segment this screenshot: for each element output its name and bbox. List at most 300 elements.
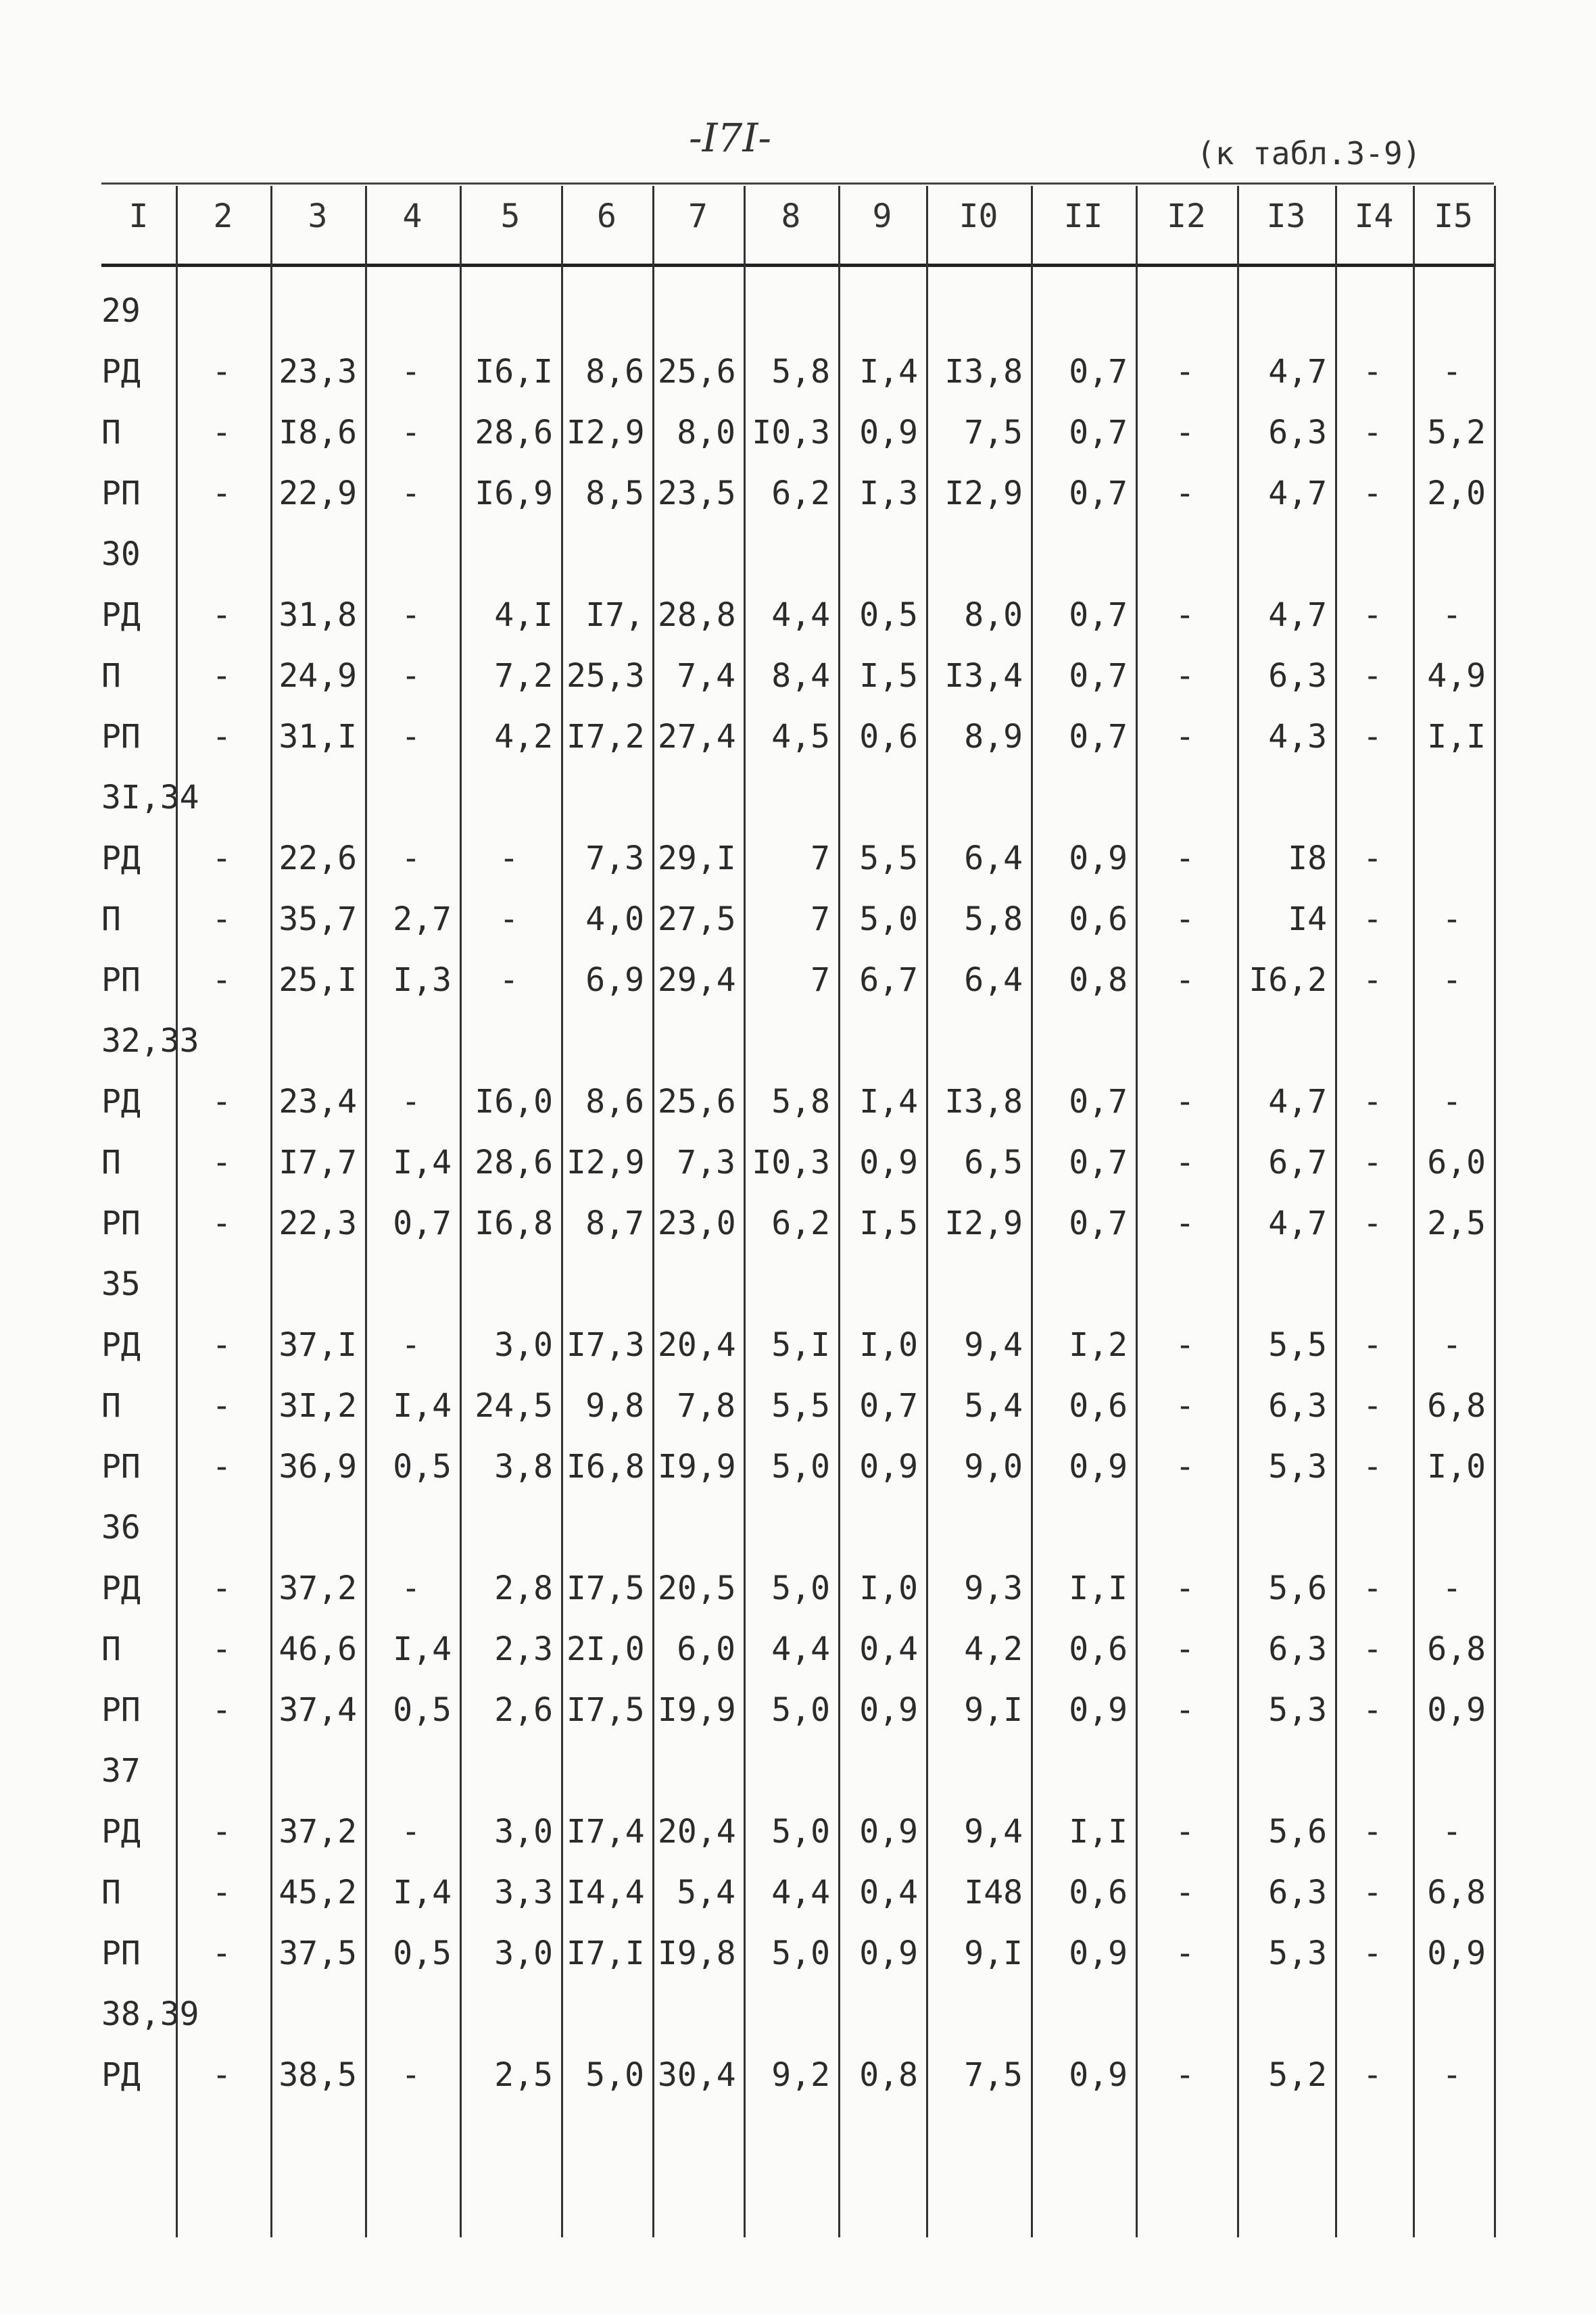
row-label: РП (101, 961, 141, 999)
table-cell: 0,7 (393, 1204, 452, 1242)
table-cell: - (401, 839, 421, 877)
row-label: П (101, 657, 121, 695)
table-cell: 0,9 (859, 1691, 918, 1729)
table-cell: - (1442, 2056, 1462, 2094)
table-cell: - (1363, 1874, 1382, 1911)
table-cell: 0,9 (1069, 2056, 1128, 2094)
table-reference: (к табл.3-9) (1196, 135, 1422, 172)
table-cell: I7,3 (566, 1326, 645, 1364)
table-cell: 6,0 (677, 1630, 735, 1668)
table-cell: 9,I (964, 1934, 1023, 1972)
table-cell: I7,7 (279, 1144, 357, 1181)
table-cell: - (1363, 1691, 1382, 1729)
column-header: 4 (402, 197, 422, 235)
table-cell: - (1175, 1083, 1195, 1121)
table-cell: 7,8 (677, 1387, 735, 1425)
column-header: I2 (1167, 197, 1206, 235)
table-row (0, 831, 1596, 885)
table-cell: 0,9 (1427, 1934, 1486, 1972)
table-cell: 2,7 (393, 900, 452, 938)
row-label: РП (101, 1934, 141, 1972)
row-label: РД (101, 1083, 141, 1121)
table-cell: 9,2 (771, 2056, 830, 2094)
table-cell: 37,2 (279, 1813, 357, 1851)
table-cell: - (212, 1204, 232, 1242)
table-cell: - (212, 596, 232, 634)
table-row (0, 588, 1596, 642)
table-cell: - (1175, 474, 1195, 512)
table-cell: I,5 (859, 1204, 918, 1242)
table-cell: I2,9 (566, 414, 645, 452)
table-cell: 9,8 (585, 1387, 644, 1425)
table-cell: - (1175, 2056, 1195, 2094)
row-label: РД (101, 1326, 141, 1364)
table-row (0, 466, 1596, 520)
table-cell: - (1175, 1874, 1195, 1911)
table-cell: 5,4 (677, 1874, 735, 1911)
table-cell: - (401, 2056, 421, 2094)
table-cell: 5,0 (771, 1934, 830, 1972)
column-header: II (1063, 197, 1103, 235)
table-cell: - (1175, 1387, 1195, 1425)
table-row (0, 1318, 1596, 1372)
table-row (0, 1561, 1596, 1615)
table-cell: 5,3 (1268, 1448, 1327, 1486)
group-label: 3I,34 (101, 779, 199, 817)
table-cell: - (1363, 1387, 1382, 1425)
table-cell: - (1363, 353, 1382, 391)
table-cell: 29,I (658, 839, 736, 877)
column-header: I3 (1266, 197, 1306, 235)
table-cell: I0,3 (752, 1144, 830, 1181)
table-cell: 4,4 (771, 596, 830, 634)
table-cell: 0,8 (1069, 961, 1128, 999)
table-cell: 5,0 (585, 2056, 644, 2094)
table-cell: - (1363, 839, 1382, 877)
table-cell: 3,0 (494, 1934, 553, 1972)
table-cell: - (212, 1691, 232, 1729)
table-cell: I9,9 (658, 1448, 736, 1486)
table-cell: I3,4 (944, 657, 1023, 695)
column-header: 2 (213, 197, 233, 235)
table-cell: 0,7 (1069, 718, 1128, 756)
table-cell: 6,3 (1268, 414, 1327, 452)
table-cell: 0,7 (859, 1387, 918, 1425)
table-cell: - (1175, 961, 1195, 999)
table-cell: I,3 (393, 961, 452, 999)
table-cell: 5,0 (771, 1569, 830, 1607)
top-rule (101, 182, 1494, 185)
table-cell: 28,6 (475, 1144, 553, 1181)
group-label: 36 (101, 1509, 141, 1546)
group-label-row (0, 1257, 1596, 1311)
row-label: РД (101, 1569, 141, 1607)
table-cell: 5,8 (771, 1083, 830, 1121)
table-cell: - (1363, 474, 1382, 512)
row-label: РД (101, 2056, 141, 2094)
table-cell: 0,6 (1069, 1874, 1128, 1911)
table-cell: - (401, 414, 421, 452)
table-cell: 0,9 (859, 1144, 918, 1181)
table-cell: - (1442, 1083, 1462, 1121)
table-cell: - (1363, 596, 1382, 634)
table-cell: 6,2 (771, 474, 830, 512)
table-cell: - (1442, 961, 1462, 999)
table-cell: 31,I (279, 718, 357, 756)
table-cell: - (212, 1144, 232, 1181)
table-cell: 7,5 (964, 2056, 1023, 2094)
table-cell: I,4 (393, 1630, 452, 1668)
table-cell: - (1363, 414, 1382, 452)
table-cell: - (401, 1813, 421, 1851)
table-cell: - (1442, 353, 1462, 391)
table-cell: 37,5 (279, 1934, 357, 1972)
table-cell: 2,8 (494, 1569, 553, 1607)
table-cell: - (1175, 1204, 1195, 1242)
table-cell: - (401, 596, 421, 634)
table-cell: 0,7 (1069, 1204, 1128, 1242)
table-cell: - (401, 474, 421, 512)
table-cell: 0,6 (1069, 900, 1128, 938)
table-cell: - (1363, 1813, 1382, 1851)
table-cell: 0,8 (859, 2056, 918, 2094)
table-cell: 0,7 (1069, 596, 1128, 634)
table-cell: 37,I (279, 1326, 357, 1364)
group-label: 38,39 (101, 1995, 199, 2033)
table-cell: 0,5 (393, 1934, 452, 1972)
table-cell: 5,2 (1268, 2056, 1327, 2094)
table-cell: 3,0 (494, 1813, 553, 1851)
table-cell: 30,4 (658, 2056, 736, 2094)
table-cell: 23,5 (658, 474, 736, 512)
row-label: РП (101, 718, 141, 756)
table-cell: - (1442, 1813, 1462, 1851)
table-cell: 6,8 (1427, 1630, 1486, 1668)
table-cell: 0,6 (859, 718, 918, 756)
table-cell: 5,0 (771, 1813, 830, 1851)
table-cell: - (1363, 1934, 1382, 1972)
table-cell: - (212, 1813, 232, 1851)
table-cell: 38,5 (279, 2056, 357, 2094)
row-label: П (101, 1874, 121, 1911)
table-cell: 5,0 (771, 1691, 830, 1729)
table-cell: 0,9 (1069, 1691, 1128, 1729)
table-cell: I,4 (859, 353, 918, 391)
table-cell: 7 (811, 961, 830, 999)
table-cell: - (1442, 1569, 1462, 1607)
table-cell: 2,5 (1427, 1204, 1486, 1242)
table-cell: - (1175, 1813, 1195, 1851)
table-cell: I6,0 (475, 1083, 553, 1121)
table-cell: 35,7 (279, 900, 357, 938)
table-cell: - (401, 1326, 421, 1364)
table-cell: I,4 (393, 1874, 452, 1911)
table-cell: - (212, 1630, 232, 1668)
table-cell: I2,9 (566, 1144, 645, 1181)
table-cell: 6,3 (1268, 1630, 1327, 1668)
table-cell: 8,6 (585, 1083, 644, 1121)
table-cell: - (212, 718, 232, 756)
table-cell: - (1363, 1630, 1382, 1668)
table-cell: I,I (1069, 1569, 1128, 1607)
table-cell: 0,9 (1069, 1448, 1128, 1486)
table-cell: 4,I (494, 596, 553, 634)
table-cell: 22,9 (279, 474, 357, 512)
table-cell: - (1442, 1326, 1462, 1364)
table-cell: 7,4 (677, 657, 735, 695)
table-cell: I7,2 (566, 718, 645, 756)
table-cell: 0,5 (393, 1691, 452, 1729)
table-cell: 20,4 (658, 1326, 736, 1364)
table-cell: I,0 (1427, 1448, 1486, 1486)
table-cell: 0,4 (859, 1630, 918, 1668)
table-cell: 6,3 (1268, 657, 1327, 695)
column-header: 6 (597, 197, 616, 235)
table-cell: 25,6 (658, 1083, 736, 1121)
table-cell: I,4 (393, 1144, 452, 1181)
table-cell: - (1175, 657, 1195, 695)
table-cell: - (1363, 718, 1382, 756)
table-cell: - (401, 1569, 421, 1607)
table-cell: 4,5 (771, 718, 830, 756)
table-row (0, 406, 1596, 460)
table-cell: 6,3 (1268, 1387, 1327, 1425)
group-label: 29 (101, 292, 141, 330)
table-cell: 2,5 (494, 2056, 553, 2094)
table-cell: - (212, 2056, 232, 2094)
table-cell: 4,2 (964, 1630, 1023, 1668)
row-label: П (101, 1387, 121, 1425)
table-cell: - (212, 1874, 232, 1911)
table-cell: 0,7 (1069, 353, 1128, 391)
group-label-row (0, 527, 1596, 581)
table-cell: 3,8 (494, 1448, 553, 1486)
table-cell: 0,7 (1069, 657, 1128, 695)
table-cell: 36,9 (279, 1448, 357, 1486)
table-row (0, 1379, 1596, 1433)
table-cell: 5,8 (964, 900, 1023, 938)
table-cell: 5,6 (1268, 1813, 1327, 1851)
table-cell: - (212, 1569, 232, 1607)
table-cell: - (1175, 1326, 1195, 1364)
table-row (0, 1075, 1596, 1129)
table-row (0, 1622, 1596, 1676)
table-cell: 8,0 (677, 414, 735, 452)
group-label: 30 (101, 535, 141, 573)
table-cell: 0,6 (1069, 1387, 1128, 1425)
table-cell: I4 (1288, 900, 1327, 938)
table-cell: 8,0 (964, 596, 1023, 634)
table-cell: - (1175, 1630, 1195, 1668)
page-number: -I7I- (689, 115, 771, 161)
row-label: РП (101, 1448, 141, 1486)
table-cell: I,I (1427, 718, 1486, 756)
table-cell: - (212, 1934, 232, 1972)
table-cell: - (1175, 839, 1195, 877)
table-cell: 0,6 (1069, 1630, 1128, 1668)
column-header: I4 (1354, 197, 1394, 235)
table-cell: 20,4 (658, 1813, 736, 1851)
table-cell: 8,9 (964, 718, 1023, 756)
table-cell: I,I (1069, 1813, 1128, 1851)
table-cell: 4,7 (1268, 474, 1327, 512)
table-cell: 7,3 (677, 1144, 735, 1181)
table-cell: - (1363, 900, 1382, 938)
table-cell: - (499, 839, 519, 877)
row-label: П (101, 900, 121, 938)
row-label: РП (101, 474, 141, 512)
table-cell: - (1175, 900, 1195, 938)
table-cell: - (499, 961, 519, 999)
table-cell: I6,I (475, 353, 553, 391)
table-cell: 23,0 (658, 1204, 736, 1242)
table-cell: 4,4 (771, 1874, 830, 1911)
table-cell: I7,4 (566, 1813, 645, 1851)
row-label: П (101, 1630, 121, 1668)
table-cell: 24,5 (475, 1387, 553, 1425)
table-cell: 20,5 (658, 1569, 736, 1607)
table-row (0, 1926, 1596, 1980)
table-cell: 6,3 (1268, 1874, 1327, 1911)
table-cell: - (1175, 1144, 1195, 1181)
table-cell: 5,0 (771, 1448, 830, 1486)
table-cell: - (1363, 1144, 1382, 1181)
table-cell: I2,9 (944, 474, 1023, 512)
table-cell: I6,9 (475, 474, 553, 512)
column-header: I5 (1434, 197, 1473, 235)
table-row (0, 1866, 1596, 1920)
table-cell: 4,0 (585, 900, 644, 938)
table-cell: - (212, 353, 232, 391)
table-cell: - (1363, 2056, 1382, 2094)
table-cell: 7 (811, 900, 830, 938)
table-cell: 0,9 (859, 1813, 918, 1851)
table-cell: - (499, 900, 519, 938)
table-cell: 4,4 (771, 1630, 830, 1668)
table-cell: - (1175, 1448, 1195, 1486)
row-label: РД (101, 353, 141, 391)
table-cell: I8,6 (279, 414, 357, 452)
table-cell: I3,8 (944, 1083, 1023, 1121)
row-label: РД (101, 596, 141, 634)
table-cell: 6,9 (585, 961, 644, 999)
table-cell: 28,6 (475, 414, 553, 452)
table-cell: I7, (585, 596, 644, 634)
table-cell: 25,6 (658, 353, 736, 391)
table-cell: 3,3 (494, 1874, 553, 1911)
table-cell: - (212, 1448, 232, 1486)
table-cell: 2I,0 (566, 1630, 645, 1668)
table-cell: 0,4 (859, 1874, 918, 1911)
table-cell: 5,3 (1268, 1691, 1327, 1729)
table-cell: - (212, 414, 232, 452)
table-cell: I0,3 (752, 414, 830, 452)
table-cell: 9,3 (964, 1569, 1023, 1607)
row-label: РП (101, 1204, 141, 1242)
table-cell: 0,5 (859, 596, 918, 634)
group-label-row (0, 1501, 1596, 1555)
table-cell: 8,4 (771, 657, 830, 695)
table-cell: 6,4 (964, 961, 1023, 999)
table-cell: I,4 (859, 1083, 918, 1121)
table-cell: 6,8 (1427, 1874, 1486, 1911)
table-cell: I,2 (1069, 1326, 1128, 1364)
table-cell: 9,0 (964, 1448, 1023, 1486)
column-header: 3 (308, 197, 328, 235)
table-cell: - (1363, 1448, 1382, 1486)
table-cell: 6,0 (1427, 1144, 1486, 1181)
table-cell: 4,3 (1268, 718, 1327, 756)
table-cell: - (1442, 900, 1462, 938)
table-cell: I6,2 (1249, 961, 1327, 999)
table-cell: 5,5 (771, 1387, 830, 1425)
table-cell: 22,3 (279, 1204, 357, 1242)
table-cell: I48 (964, 1874, 1023, 1911)
table-cell: - (1175, 718, 1195, 756)
group-label-row (0, 771, 1596, 825)
table-cell: 3,0 (494, 1326, 553, 1364)
table-cell: 8,6 (585, 353, 644, 391)
table-cell: 29,4 (658, 961, 736, 999)
table-cell (1418, 831, 1486, 885)
table-cell: 4,7 (1268, 353, 1327, 391)
table-cell: I9,8 (658, 1934, 736, 1972)
column-header: I (128, 197, 149, 235)
table-cell: - (212, 900, 232, 938)
table-cell: 27,4 (658, 718, 736, 756)
table-cell: - (212, 1083, 232, 1121)
table-cell: - (1175, 353, 1195, 391)
table-cell: 0,9 (859, 1934, 918, 1972)
row-label: РД (101, 839, 141, 877)
table-cell: 3I,2 (279, 1387, 357, 1425)
table-cell: 27,5 (658, 900, 736, 938)
table-cell: 0,9 (1427, 1691, 1486, 1729)
table-cell: 22,6 (279, 839, 357, 877)
table-cell: 4,7 (1268, 1083, 1327, 1121)
row-label: П (101, 1144, 121, 1181)
table-cell: I,3 (859, 474, 918, 512)
column-header: 5 (500, 197, 521, 235)
table-cell: 0,7 (1069, 414, 1128, 452)
table-cell: 4,7 (1268, 1204, 1327, 1242)
group-label-row (0, 1014, 1596, 1068)
table-cell: 0,7 (1069, 1144, 1128, 1181)
table-cell: - (212, 839, 232, 877)
table-cell: 5,5 (1268, 1326, 1327, 1364)
table-cell: I,5 (859, 657, 918, 695)
table-cell: - (401, 718, 421, 756)
table-cell: 5,I (771, 1326, 830, 1364)
table-cell: 0,7 (1069, 1083, 1128, 1121)
column-header: I0 (959, 197, 998, 235)
table-cell: 6,7 (859, 961, 918, 999)
table-cell: 7 (811, 839, 830, 877)
table-cell: 46,6 (279, 1630, 357, 1668)
table-cell: - (212, 657, 232, 695)
table-row (0, 1440, 1596, 1494)
table-cell: I6,8 (566, 1448, 645, 1486)
table-row (0, 2048, 1596, 2102)
table-cell: 0,9 (1069, 839, 1128, 877)
table-cell: 9,4 (964, 1813, 1023, 1851)
table-cell: - (212, 961, 232, 999)
table-cell: 4,2 (494, 718, 553, 756)
table-cell: 45,2 (279, 1874, 357, 1911)
table-cell: - (1363, 961, 1382, 999)
table-cell: 0,9 (859, 414, 918, 452)
row-label: РД (101, 1813, 141, 1851)
